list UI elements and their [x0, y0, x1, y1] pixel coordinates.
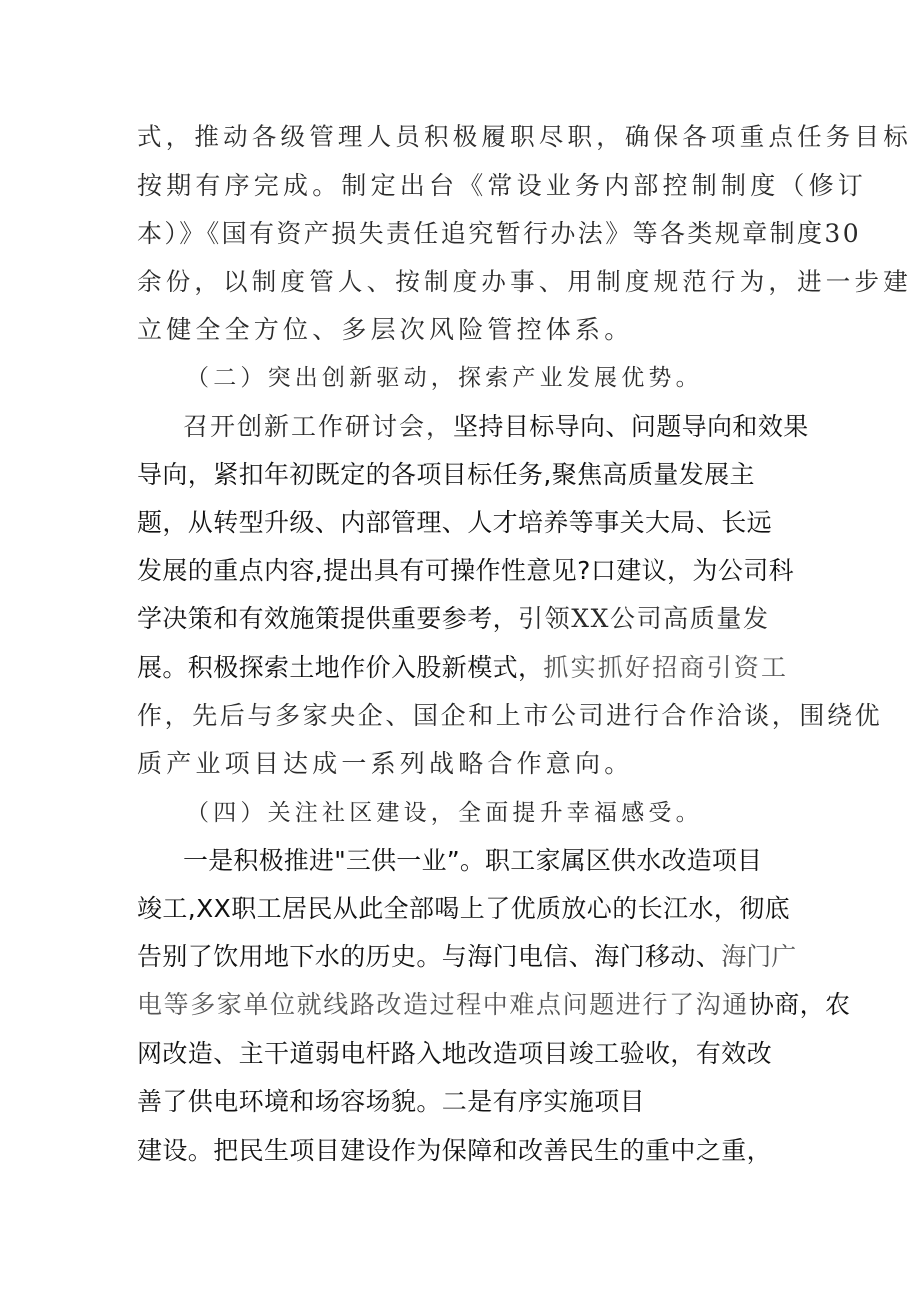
paragraph-line: 竣工,XX职工居民从此全部喝上了优质放心的长江水，彻底 [137, 894, 791, 923]
paragraph-line: 质产业项目达成一系列战略合作意向。 [137, 749, 634, 778]
text-segment: 海门广 [721, 942, 797, 971]
text-segment: 展。积极探索土地作价入股新模式， [137, 653, 544, 682]
text-segment: 电等多家单位就线路改造过程中难点问题进行了沟通 [137, 990, 749, 1019]
section-heading: （四）关注社区建设，全面提升幸福感受。 [186, 800, 703, 826]
paragraph-line: 导向，紧扣年初既定的各项目标任务,聚焦高质量发展主 [137, 460, 755, 489]
paragraph-line: 发展的重点内容,提出具有可操作性意见?口建议，为公司科 [137, 556, 795, 585]
section-heading: （二）突出创新驱动，探索产业发展优势。 [186, 365, 703, 391]
paragraph-line: 本）》《国有资产损失责任追究暂行办法》等各类规章制度30 [137, 219, 862, 248]
text-segment: 引领XX公司高质量发 [518, 604, 770, 633]
paragraph-line: 式，推动各级管理人员积极履职尽职，确保各项重点任务目标 [137, 122, 912, 151]
paragraph-line: 建设。把民生项目建设作为保障和改善民生的重中之重， [137, 1136, 773, 1165]
text-segment: 学决策和有效施策提供重要参考， [137, 604, 519, 633]
paragraph-line: 作，先后与多家央企、国企和上市公司进行合作洽谈，围绕优 [137, 701, 883, 730]
text-segment: 告别了饮用地下水的历史。与海门电信、海门移动、 [137, 942, 722, 971]
text-segment: 抓实抓好招商引资工 [543, 653, 789, 682]
paragraph-line: 一是积极推进"三供一业”。职工家属区供水改造项目 [183, 846, 763, 875]
paragraph-line: 题，从转型升级、内部管理、人才培养等事关大局、长远 [137, 508, 773, 537]
text-segment: 坚持目标导向、问题导向和效果 [453, 412, 809, 441]
paragraph-line [137, 941, 796, 973]
paragraph-line: 余份，以制度管人、按制度办事、用制度规范行为，进一步建 [137, 267, 912, 296]
paragraph-line [183, 411, 809, 443]
paragraph-line: 善了供电环境和场容场貌。二是有序实施项目 [137, 1087, 646, 1116]
text-segment: 协商，农 [748, 990, 851, 1019]
paragraph-line: 按期有序完成。制定出台《常设业务内部控制制度（修订 [137, 171, 868, 200]
paragraph-line [137, 989, 850, 1021]
paragraph-line [137, 603, 770, 635]
paragraph-line [137, 652, 788, 684]
paragraph-line: 网改造、主干道弱电杆路入地改造项目竣工验收，有效改 [137, 1039, 773, 1068]
paragraph-line: 立健全全方位、多层次风险管控体系。 [137, 315, 634, 344]
text-segment: 召开创新工作研讨会， [183, 412, 454, 441]
